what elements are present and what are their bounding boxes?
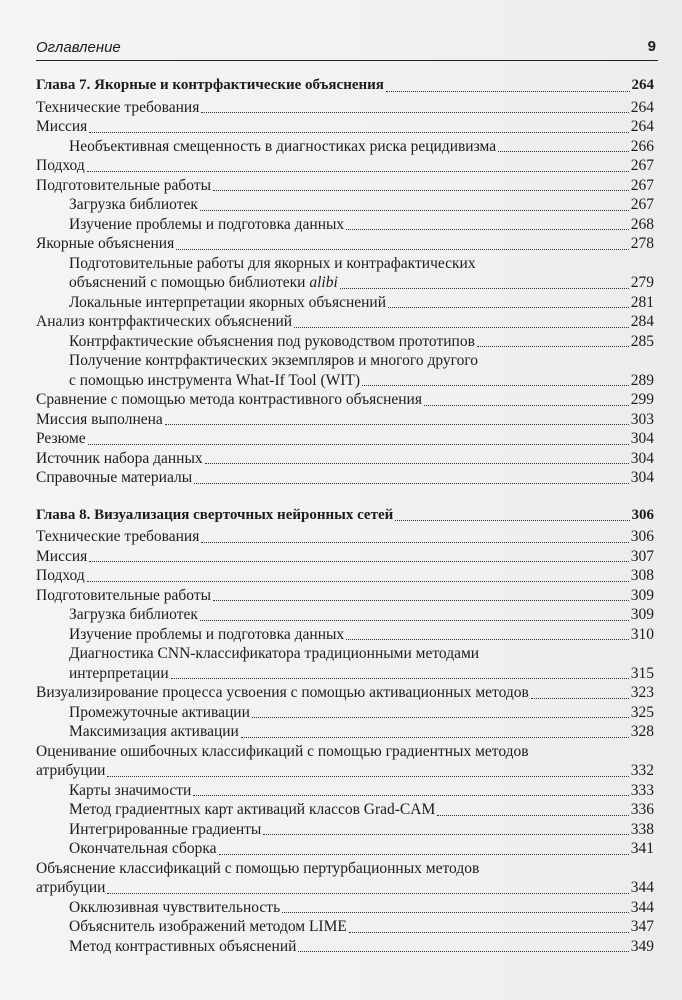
entry-title-text: Технические требования — [36, 528, 200, 545]
entry-title-text: Окклюзивная чувствительность — [69, 898, 281, 916]
entry-title — [69, 371, 360, 391]
entry-title-text: Загрузка библиотек — [69, 196, 198, 213]
dot-leader — [194, 482, 629, 484]
entry-title — [36, 176, 211, 196]
toc-subentry[interactable] — [36, 937, 654, 957]
toc-subentry[interactable] — [36, 195, 654, 215]
entry-last-line — [69, 898, 654, 918]
entry-last-line — [69, 839, 654, 859]
dot-leader — [346, 638, 629, 640]
entry-title — [36, 234, 174, 254]
entry-last-line — [69, 781, 654, 801]
toc-entry[interactable] — [36, 98, 654, 118]
entry-last-line — [69, 722, 654, 742]
dot-leader — [193, 794, 628, 796]
entry-title — [36, 449, 203, 469]
entry-last-line — [69, 273, 654, 293]
entry-page-number: 278 — [630, 235, 654, 252]
entry-title — [36, 527, 199, 547]
entry-title — [36, 98, 199, 118]
running-title: Оглавление — [36, 39, 121, 56]
entry-last-line — [69, 820, 654, 840]
entry-title — [36, 410, 163, 430]
toc-subentry[interactable] — [36, 917, 654, 937]
entry-page-number: 310 — [630, 625, 654, 643]
entry-page-number: 289 — [630, 371, 654, 389]
dot-leader — [346, 228, 629, 230]
entry-page-number: 304 — [630, 430, 654, 447]
entry-last-line — [36, 156, 654, 176]
entry-title-text: Интегрированные градиенты — [69, 820, 262, 838]
entry-page-number: 323 — [630, 684, 654, 701]
entry-page-number: 309 — [630, 606, 654, 623]
dot-leader — [213, 189, 629, 191]
entry-last-line — [36, 117, 654, 137]
entry-title-text: атрибуции — [36, 762, 106, 779]
entry-page-number: 285 — [630, 332, 654, 350]
toc-entry[interactable] — [36, 859, 654, 898]
entry-title-text: Необъективная смещенность в диагностиках риска рецидивизма — [69, 137, 497, 155]
entry-title — [69, 820, 261, 840]
entry-last-line — [36, 429, 654, 449]
entry-page-number: 279 — [630, 274, 654, 291]
dot-leader — [340, 287, 629, 289]
entry-title — [69, 195, 198, 215]
toc-entry[interactable] — [36, 390, 654, 410]
dot-leader — [219, 853, 629, 855]
entry-last-line — [36, 390, 654, 410]
entry-page-number: 267 — [630, 157, 654, 174]
toc-entry[interactable] — [36, 742, 654, 781]
entry-title — [36, 312, 292, 332]
entry-title-text: Метод градиентных карт активаций классов Grad-CAM — [69, 801, 436, 818]
entry-title-text: объяснений с помощью библиотеки — [69, 274, 310, 291]
entry-page-number: 347 — [630, 918, 654, 935]
entry-title-text: Миссия выполнена — [36, 410, 163, 428]
entry-title-text: Объяснитель изображений методом LIME — [69, 918, 347, 935]
entry-page-number: 338 — [630, 820, 654, 838]
entry-title — [36, 390, 422, 410]
entry-page-number: 344 — [630, 898, 654, 916]
entry-last-line — [36, 586, 654, 606]
entry-title — [69, 937, 296, 957]
dot-leader — [477, 345, 629, 347]
entry-last-line — [36, 410, 654, 430]
entry-title-text: Контрфактические объяснения под руководством прототипов — [69, 332, 475, 350]
entry-title — [36, 761, 105, 781]
entry-title — [36, 429, 86, 449]
entry-last-line — [69, 605, 654, 625]
entry-title — [69, 898, 280, 918]
entry-title-text: Изучение проблемы и подготовка данных — [69, 215, 345, 233]
dot-leader — [88, 443, 629, 445]
toc-entry[interactable] — [36, 429, 654, 449]
toc-subentry[interactable] — [36, 800, 654, 820]
entry-last-line — [36, 527, 654, 547]
entry-title-text: Карты значимости — [69, 781, 192, 799]
dot-leader — [498, 150, 629, 152]
entry-title-text: Подход — [36, 567, 85, 584]
dot-leader — [87, 580, 629, 582]
entry-last-line — [36, 683, 654, 703]
toc-entry[interactable] — [36, 683, 654, 703]
dot-leader — [386, 90, 630, 92]
entry-last-line — [69, 215, 654, 235]
entry-title-text: Якорные объяснения — [36, 235, 175, 252]
entry-title-text: Окончательная сборка — [69, 840, 217, 857]
dot-leader — [294, 326, 629, 328]
entry-title — [36, 566, 85, 586]
entry-page-number: 267 — [630, 196, 654, 213]
chapter-section — [36, 76, 654, 488]
dot-leader — [89, 131, 628, 133]
entry-title — [36, 683, 529, 703]
entry-page-number: 304 — [630, 469, 654, 486]
chapter-page-number: 264 — [631, 77, 654, 93]
entry-title — [69, 781, 191, 801]
entry-title-line: Получение контрфактических экземпляров и многого другого — [69, 352, 479, 369]
toc-entry[interactable] — [36, 586, 654, 606]
toc-subentry[interactable] — [36, 644, 654, 683]
entry-title — [69, 800, 435, 820]
entry-page-number: 341 — [630, 840, 654, 857]
dot-leader — [349, 931, 629, 933]
entry-title — [69, 293, 386, 313]
entry-last-line — [36, 176, 654, 196]
entry-last-line — [36, 312, 654, 332]
entry-last-line — [69, 917, 654, 937]
dot-leader — [298, 950, 628, 952]
entry-title — [69, 703, 250, 723]
dot-leader — [362, 384, 629, 386]
toc-subentry[interactable] — [36, 293, 654, 313]
toc-subentry[interactable] — [36, 351, 654, 390]
entry-last-line — [69, 137, 654, 157]
entry-title-text: Промежуточные активации — [69, 703, 250, 721]
entry-title — [36, 156, 85, 176]
entry-page-number: 267 — [630, 176, 654, 194]
entry-title — [36, 878, 105, 898]
entry-page-number: 308 — [630, 567, 654, 584]
entry-title-text: Миссия — [36, 547, 88, 565]
dot-leader — [87, 170, 629, 172]
entry-page-number: 328 — [630, 723, 654, 740]
entry-last-line — [69, 293, 654, 313]
entry-title — [69, 625, 344, 645]
toc-subentry[interactable] — [36, 820, 654, 840]
entry-title-line: Диагностика CNN-классификатора традиционными методами — [69, 645, 480, 662]
entry-title — [69, 664, 169, 684]
toc-subentry[interactable] — [36, 215, 654, 235]
page-number: 9 — [647, 38, 656, 55]
entry-last-line — [69, 332, 654, 352]
entry-last-line — [69, 800, 654, 820]
entry-last-line — [69, 371, 654, 391]
dot-leader — [252, 716, 629, 718]
entry-page-number: 303 — [630, 410, 654, 428]
toc-entry[interactable] — [36, 527, 654, 547]
toc-entry[interactable] — [36, 547, 654, 567]
entry-title-text: Загрузка библиотек — [69, 606, 198, 623]
entry-title-text: Максимизация активации — [69, 723, 239, 740]
entry-title-text: Технические требования — [36, 98, 200, 116]
dot-leader — [107, 775, 628, 777]
entry-title-text: интерпретации — [69, 664, 169, 682]
entry-title — [36, 547, 87, 567]
dot-leader — [388, 306, 629, 308]
toc-subentry[interactable] — [36, 781, 654, 801]
entry-title-line: Оценивание ошибочных классификаций с помощью градиентных методов — [36, 742, 529, 760]
dot-leader — [424, 404, 629, 406]
toc-entry[interactable] — [36, 176, 654, 196]
entry-title-text: Сравнение с помощью метода контрастивного объяснения — [36, 391, 422, 408]
dot-leader — [205, 462, 629, 464]
entry-page-number: 306 — [630, 528, 654, 545]
entry-page-number: 325 — [630, 703, 654, 721]
dot-leader — [263, 833, 628, 835]
entry-last-line — [69, 195, 654, 215]
dot-leader — [241, 736, 629, 738]
entry-page-number: 336 — [630, 801, 654, 818]
toc-entry[interactable] — [36, 234, 654, 254]
entry-last-line — [36, 566, 654, 586]
dot-leader — [201, 541, 628, 543]
entry-title — [69, 605, 198, 625]
entry-title — [69, 273, 338, 293]
dot-leader — [107, 892, 628, 894]
entry-title-text: Подготовительные работы — [36, 176, 212, 194]
entry-page-number: 268 — [630, 215, 654, 233]
toc-subentry[interactable] — [36, 605, 654, 625]
entry-page-number: 304 — [630, 449, 654, 467]
toc-entry[interactable] — [36, 312, 654, 332]
toc-subentry[interactable] — [36, 137, 654, 157]
dot-leader — [531, 697, 629, 699]
entry-title-text: Анализ контрфактических объяснений — [36, 313, 293, 330]
entry-page-number: 264 — [630, 98, 654, 116]
entry-last-line — [36, 468, 654, 488]
dot-leader — [165, 423, 629, 425]
chapter-title-row[interactable] — [36, 76, 654, 96]
entry-last-line — [36, 98, 654, 118]
dot-leader — [171, 677, 629, 679]
entry-page-number: 299 — [630, 391, 654, 408]
entry-title-text: Локальные интерпретации якорных объяснений — [69, 293, 387, 311]
toc-subentry[interactable] — [36, 625, 654, 645]
entry-title — [69, 722, 239, 742]
entry-title — [36, 117, 87, 137]
entry-page-number: 284 — [630, 313, 654, 330]
entry-last-line — [36, 449, 654, 469]
toc-subentry[interactable] — [36, 332, 654, 352]
entry-last-line — [36, 878, 654, 898]
entry-title-text: Изучение проблемы и подготовка данных — [69, 625, 345, 643]
chapter-title-row[interactable] — [36, 506, 654, 526]
entry-page-number: 349 — [630, 937, 654, 955]
toc-entry[interactable] — [36, 410, 654, 430]
chapter-title: Глава 7. Якорные и контрфактические объяснения — [36, 77, 384, 93]
entry-last-line — [36, 761, 654, 781]
entry-page-number: 264 — [630, 118, 654, 135]
entry-title — [69, 332, 475, 352]
entry-page-number: 332 — [630, 762, 654, 779]
entry-page-number: 344 — [630, 879, 654, 896]
dot-leader — [200, 619, 629, 621]
entry-title — [36, 586, 211, 606]
entry-title-line: Объяснение классификаций с помощью пертурбационных методов — [36, 859, 480, 877]
entry-title — [69, 137, 496, 157]
entry-title-text: Миссия — [36, 118, 88, 135]
entry-last-line — [69, 664, 654, 684]
dot-leader — [437, 814, 629, 816]
page-header — [36, 34, 658, 61]
entry-title — [69, 215, 344, 235]
toc-subentry[interactable] — [36, 254, 654, 293]
entry-title-text: Подготовительные работы — [36, 586, 212, 604]
chapter-page-number: 306 — [631, 506, 654, 523]
entry-title-text: Резюме — [36, 430, 86, 447]
toc-subentry[interactable] — [36, 703, 654, 723]
toc-subentry[interactable] — [36, 839, 654, 859]
entry-title — [69, 839, 217, 859]
dot-leader — [176, 248, 629, 250]
dot-leader — [282, 911, 629, 913]
toc-entry[interactable] — [36, 117, 654, 137]
toc-entry[interactable] — [36, 156, 654, 176]
dot-leader — [395, 519, 629, 521]
entry-page-number: 281 — [630, 293, 654, 311]
toc-entry[interactable] — [36, 468, 654, 488]
entry-page-number: 315 — [630, 664, 654, 682]
dot-leader — [201, 111, 628, 113]
table-of-contents — [36, 76, 654, 974]
entry-last-line — [36, 547, 654, 567]
entry-title-text: Подход — [36, 157, 85, 174]
entry-page-number: 266 — [630, 137, 654, 155]
entry-title-line: Подготовительные работы для якорных и контрафактических — [69, 254, 476, 272]
entry-last-line — [69, 625, 654, 645]
dot-leader — [89, 560, 628, 562]
entry-title-text: атрибуции — [36, 879, 106, 896]
toc-entry[interactable] — [36, 566, 654, 586]
chapter-title: Глава 8. Визуализация сверточных нейронных сетей — [36, 506, 394, 523]
entry-title-italic: alibi — [309, 274, 338, 291]
entry-page-number: 307 — [630, 547, 654, 565]
entry-title-text: Источник набора данных — [36, 449, 203, 467]
entry-title-text: Визуализирование процесса усвоения с помощью активационных методов — [36, 684, 529, 701]
entry-title-text: Метод контрастивных объяснений — [69, 937, 297, 955]
entry-title-text: с помощью инструмента What-If Tool (WIT) — [69, 371, 361, 389]
entry-last-line — [69, 937, 654, 957]
toc-subentry[interactable] — [36, 722, 654, 742]
entry-page-number: 333 — [630, 781, 654, 799]
dot-leader — [200, 209, 629, 211]
entry-title — [36, 468, 192, 488]
dot-leader — [213, 599, 629, 601]
toc-subentry[interactable] — [36, 898, 654, 918]
entry-last-line — [36, 234, 654, 254]
entry-title-text: Справочные материалы — [36, 469, 193, 486]
entry-title — [69, 917, 347, 937]
chapter-section — [36, 506, 654, 957]
entry-last-line — [69, 703, 654, 723]
entry-page-number: 309 — [630, 586, 654, 604]
toc-entry[interactable] — [36, 449, 654, 469]
